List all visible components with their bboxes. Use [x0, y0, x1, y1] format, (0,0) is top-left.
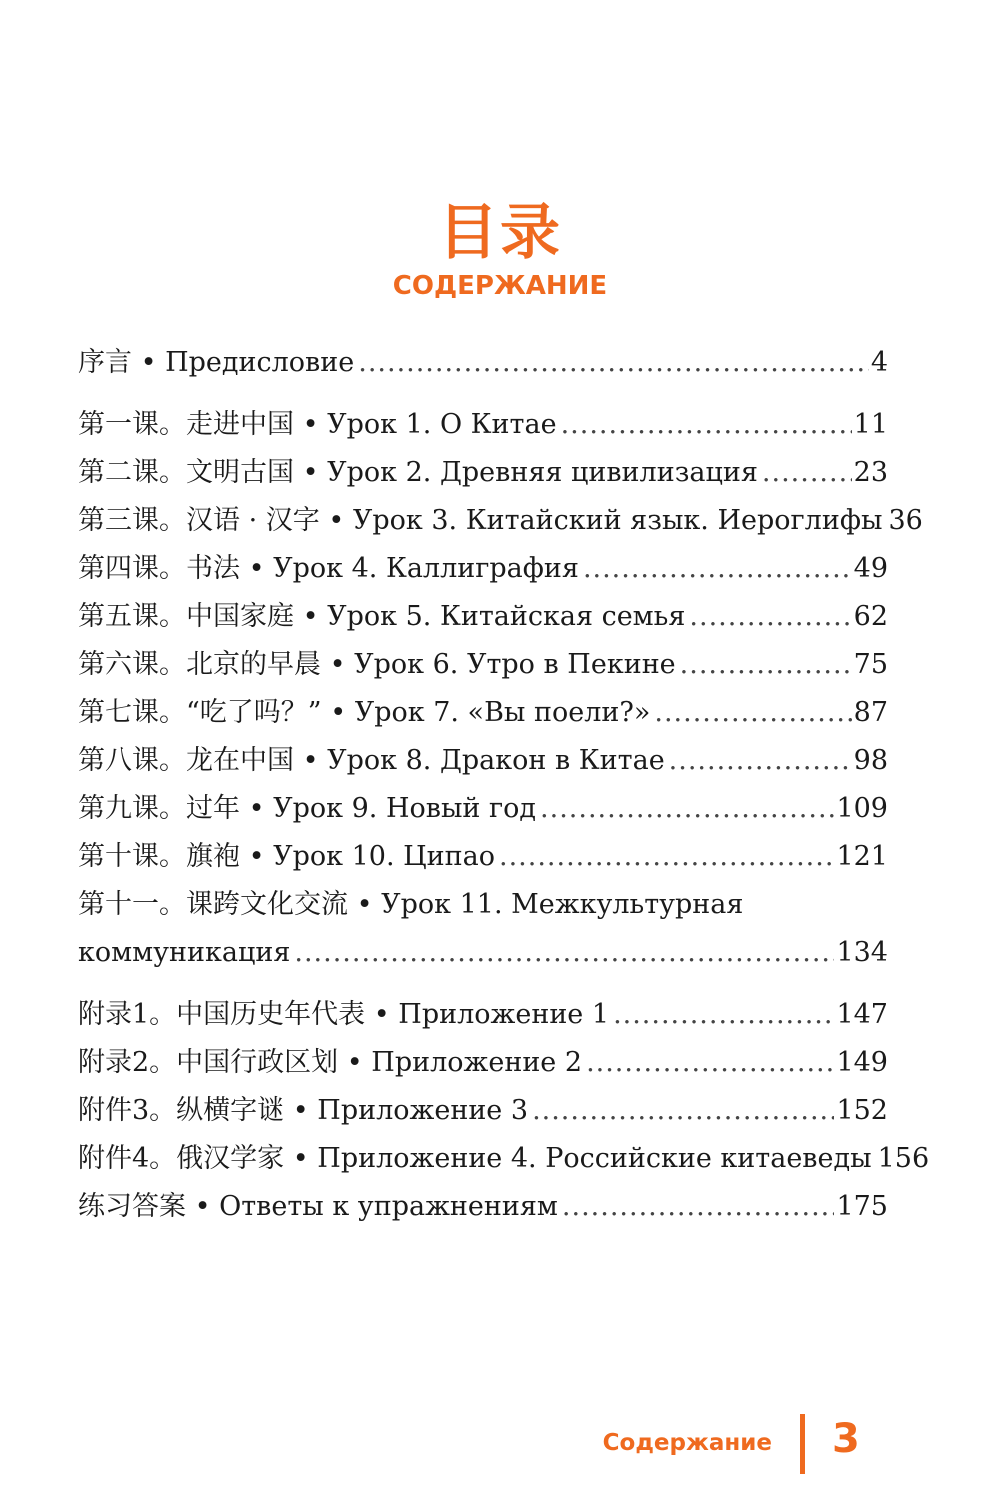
toc-entry-title: коммуникация — [78, 937, 291, 968]
toc-entry-page: 11 — [853, 409, 888, 440]
toc-entry — [78, 1187, 888, 1235]
toc-entry-title: 第八课。龙在中国 • Урок 8. Дракон в Китае — [78, 745, 665, 776]
toc-entry-page: 49 — [853, 553, 888, 584]
toc-entry-title: 第十课。旗袍 • Урок 10. Ципао — [78, 841, 496, 872]
toc-leader-dots — [561, 405, 852, 445]
toc-entry — [78, 1139, 930, 1187]
toc-leader-dots — [669, 741, 852, 781]
toc-leader-dots — [358, 343, 869, 383]
toc-entry — [78, 597, 888, 645]
page-footer — [0, 1402, 1000, 1482]
toc-entry-page: 175 — [836, 1191, 888, 1222]
toc-entry — [78, 549, 888, 597]
toc-leader-dots — [294, 933, 834, 973]
page-title-chinese: 目录 — [438, 198, 562, 268]
toc-entry-page: 134 — [836, 937, 888, 968]
toc-entry — [78, 837, 888, 885]
toc-leader-dots — [562, 1187, 835, 1227]
toc-entry-page: 75 — [853, 649, 888, 680]
toc-entry-page: 36 — [888, 505, 923, 536]
toc-entry — [78, 405, 888, 453]
toc-entry-title: 附录1。中国历史年代表 • Приложение 1 — [78, 999, 610, 1030]
toc-entry-page: 156 — [877, 1143, 930, 1174]
toc-leader-dots — [532, 1091, 834, 1131]
toc-leader-dots — [540, 789, 834, 829]
toc-entry-title: 第五课。中国家庭 • Урок 5. Китайская семья — [78, 601, 686, 632]
toc-entry-title: 第四课。书法 • Урок 4. Каллиграфия — [78, 553, 579, 584]
toc-entry — [78, 1091, 888, 1139]
toc-entry-page: 23 — [853, 457, 888, 488]
toc-entry — [78, 645, 888, 693]
table-of-contents — [78, 343, 930, 1235]
toc-entry-page: 62 — [853, 601, 888, 632]
toc-entry — [78, 885, 888, 933]
toc-entry-page: 147 — [836, 999, 888, 1030]
toc-entry-title: 第二课。文明古国 • Урок 2. Древняя цивилизация — [78, 457, 758, 488]
toc-entry — [78, 933, 888, 981]
toc-leader-dots — [762, 453, 852, 493]
toc-leader-dots — [583, 549, 852, 589]
toc-entry-page: 109 — [836, 793, 888, 824]
toc-leader-dots — [586, 1043, 834, 1083]
footer-divider — [800, 1414, 805, 1474]
toc-entry-title: 第三课。汉语 · 汉字 • Урок 3. Китайский язык. Иероглифы — [78, 505, 883, 536]
toc-entry-title: 第七课。“吃了吗？” • Урок 7. «Вы поели?» — [78, 697, 651, 728]
toc-entry-page: 152 — [836, 1095, 888, 1126]
toc-entry-title: 第六课。北京的早晨 • Урок 6. Утро в Пекине — [78, 649, 676, 680]
toc-entry-title: 第一课。走进中国 • Урок 1. О Китае — [78, 409, 557, 440]
page-title-russian: СОДЕРЖАНИЕ — [392, 271, 608, 301]
toc-leader-dots — [689, 597, 851, 637]
toc-entry-page: 87 — [853, 697, 888, 728]
footer-section-label: Содержание — [602, 1430, 772, 1456]
toc-entry-title: 第十一。课跨文化交流 • Урок 11. Межкультурная — [78, 889, 744, 920]
toc-entry — [78, 789, 888, 837]
toc-entry — [78, 741, 888, 789]
toc-entry-page: 4 — [870, 347, 888, 378]
toc-entry — [78, 501, 923, 549]
toc-entry-title: 附件4。俄汉学家 • Приложение 4. Российские китаеведы — [78, 1143, 872, 1174]
toc-entry-page: 98 — [853, 745, 888, 776]
toc-leader-dots — [613, 995, 834, 1035]
toc-leader-dots — [654, 693, 851, 733]
toc-entry-title: 附件3。纵横字谜 • Приложение 3 — [78, 1095, 529, 1126]
toc-entry-title: 附录2。中国行政区划 • Приложение 2 — [78, 1047, 583, 1078]
toc-entry-title: 练习答案 • Ответы к упражнениям — [78, 1191, 558, 1222]
toc-entry-page: 121 — [836, 841, 888, 872]
toc-entry — [78, 1043, 888, 1091]
toc-entry — [78, 343, 888, 391]
toc-leader-dots — [680, 645, 852, 685]
toc-entry — [78, 693, 888, 741]
toc-entry — [78, 995, 888, 1043]
page-number: 3 — [832, 1416, 860, 1462]
toc-entry-page: 149 — [836, 1047, 888, 1078]
toc-leader-dots — [499, 837, 834, 877]
toc-entry-title: 第九课。过年 • Урок 9. Новый год — [78, 793, 537, 824]
toc-entry — [78, 453, 888, 501]
toc-entry-title: 序言 • Предисловие — [78, 347, 355, 378]
